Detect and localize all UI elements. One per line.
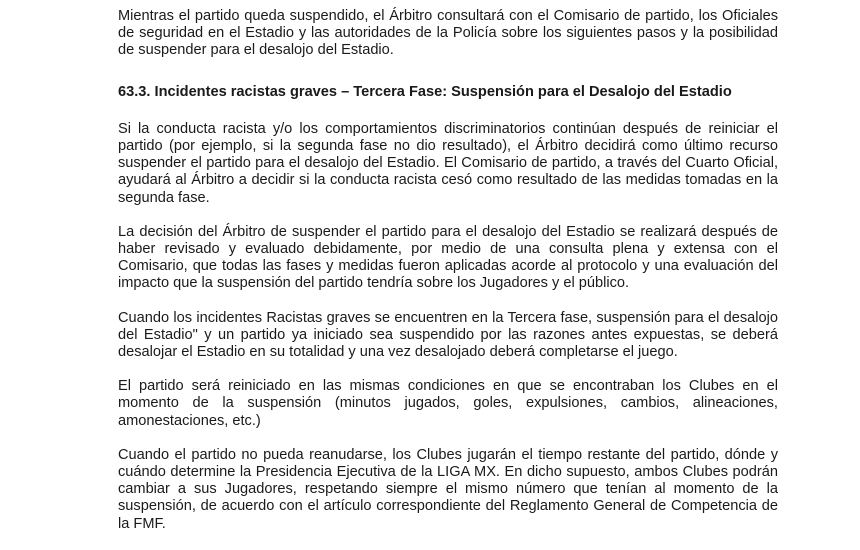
paragraph-2: La decisión del Árbitro de suspender el partido para el desalojo del Estadio se realizará después de haber revisado y evaluado debidamente, por medio de una consulta plena y extensa con el Comisario, que todas las fases y medidas fueron aplicadas acorde al protocolo y una evaluación del impacto que la suspensión del partido tendría sobre los Jugadores y el público. [118,223,778,292]
paragraph-1: Si la conducta racista y/o los comportamientos discriminatorios continúan después de reiniciar el partido (por ejemplo, si la segunda fase no dio resultado), el Árbitro decidirá como último recurso suspender el partido para el desalojo del Estadio. El Comisario de partido, a través del Cuarto Oficial, ayudará al Árbitro a decidir si la conducta racista cesó como resultado de las medidas tomadas en la segunda fase. [118,120,778,206]
document-body [118,8,778,550]
paragraph-5: Cuando el partido no pueda reanudarse, los Clubes jugarán el tiempo restante del partido, dónde y cuándo determine la Presidencia Ejecutiva de la LIGA MX. En dicho supuesto, ambos Clubes podrán cambiar a sus Jugadores, respetando siempre el mismo número que tenían al momento de la suspensión, de acuerdo con el artículo correspondiente del Reglamento General de Competencia de la FMF. [118,446,778,532]
section-heading: 63.3. Incidentes racistas graves – Tercera Fase: Suspensión para el Desalojo del Estadio [118,83,732,100]
paragraph-4: El partido será reiniciado en las mismas condiciones en que se encontraban los Clubes en el momento de la suspensión (minutos jugados, goles, expulsiones, cambios, alineaciones, amonestaciones, etc.) [118,378,778,429]
paragraph-3: Cuando los incidentes Racistas graves se encuentren en la Tercera fase, suspensión para el desalojo del Estadio" y un partido ya iniciado sea suspendido por las razones antes expuestas, se deberá desalojar el Estadio en su totalidad y una vez desalojado deberá completarse el juego. [118,309,778,361]
intro-paragraph: Mientras el partido queda suspendido, el Árbitro consultará con el Comisario de partido, los Oficiales de seguridad en el Estadio y las autoridades de la Policía sobre los siguientes pasos y la posibilidad de suspender para el desalojo del Estadio. [118,8,778,59]
